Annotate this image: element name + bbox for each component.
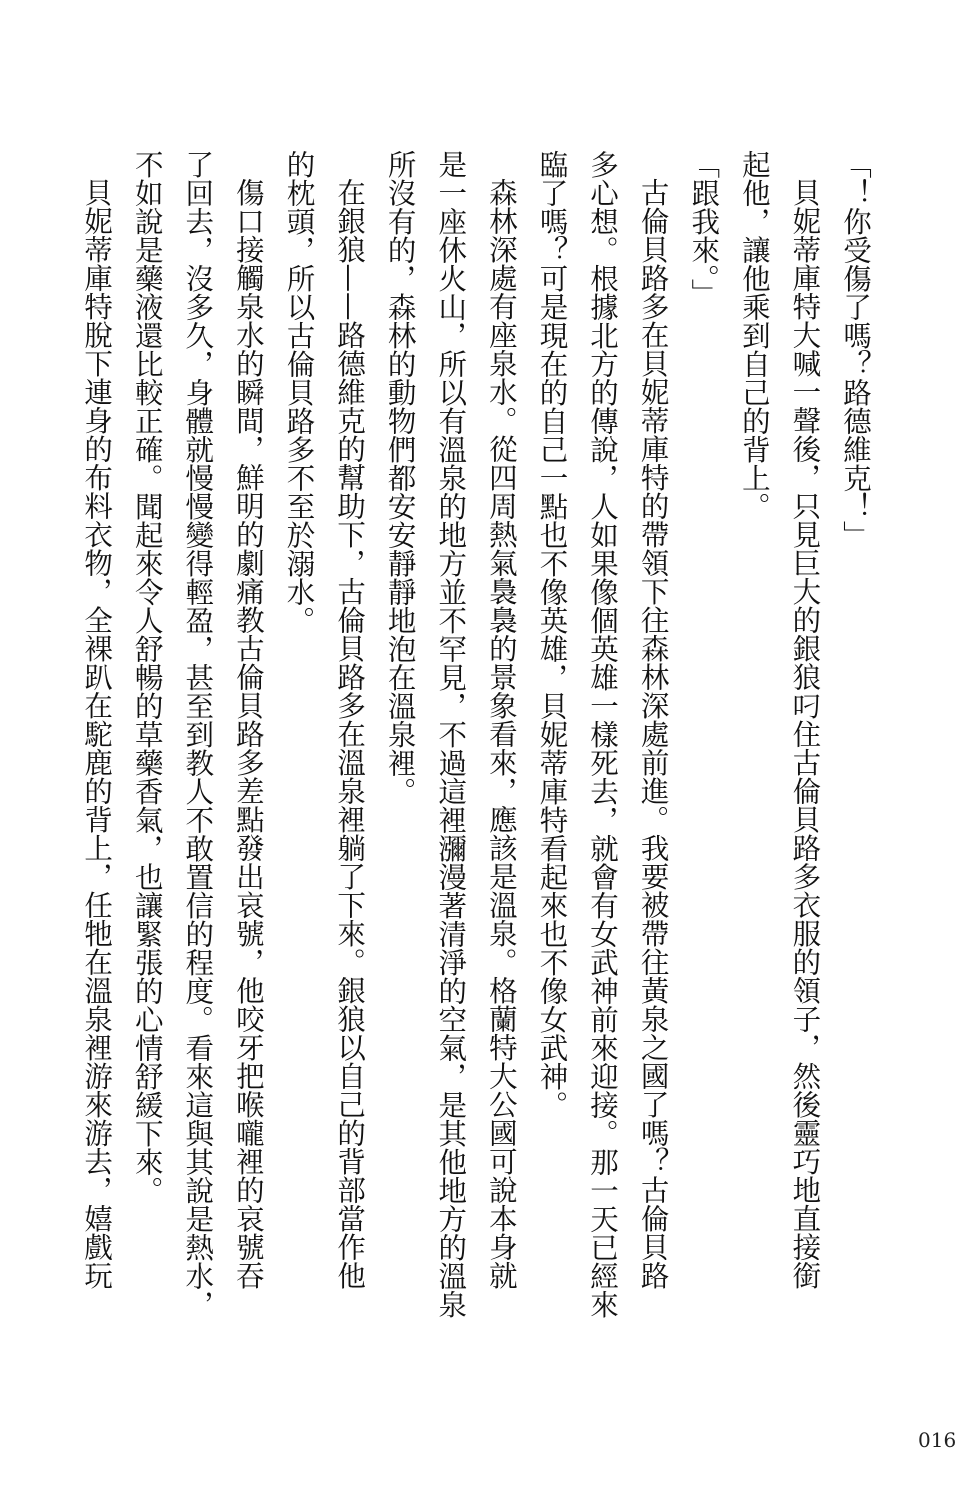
text-line-12: 的枕頭，所以古倫貝路多不至於溺水。 [282, 150, 316, 635]
vertical-text-block [71, 150, 881, 1319]
text-line-5: 古倫貝路多在貝妮蒂庫特的帶領下往森林深處前進。我要被帶往黃泉之國了嗎？古倫貝路 [636, 178, 670, 1290]
text-line-3: 起他，讓他乘到自己的背上。 [737, 150, 771, 521]
text-line-1: 「！你受傷了嗎？路德維克！」 [839, 150, 872, 549]
text-line-10: 所沒有的，森林的動物們都安安靜靜地泡在溫泉裡。 [383, 150, 417, 806]
text-line-16: 貝妮蒂庫特脫下連身的布料衣物，全裸趴在駝鹿的背上，任牠在溫泉裡游來游去，嬉戲玩 [80, 178, 114, 1290]
text-line-11: 在銀狼——路德維克的幫助下，古倫貝路多在溫泉裡躺了下來。銀狼以自己的背部當作他 [333, 178, 367, 1290]
text-line-8: 森林深處有座泉水。從四周熱氣裊裊的景象看來，應該是溫泉。格蘭特大公國可說本身就 [484, 178, 518, 1290]
text-line-15: 不如說是藥液還比較正確。聞起來令人舒暢的草藥香氣，也讓緊張的心情舒緩下來。 [130, 150, 164, 1205]
text-line-9: 是一座休火山，所以有溫泉的地方並不罕見，不過這裡瀰漫著清淨的空氣，是其他地方的溫泉 [434, 150, 468, 1319]
page-number: 016 [918, 1428, 957, 1452]
text-line-2: 貝妮蒂庫特大喊一聲後，只見巨大的銀狼叼住古倫貝路多衣服的領子，然後靈巧地直接銜 [788, 178, 822, 1290]
text-line-14: 了回去，沒多久，身體就慢慢變得輕盈，甚至到教人不敢置信的程度。看來這與其說是熱水， [181, 150, 215, 1319]
text-line-7: 臨了嗎？可是現在的自己一點也不像英雄，貝妮蒂庫特看起來也不像女武神。 [535, 150, 569, 1119]
text-line-4: 「跟我來。」 [687, 150, 721, 307]
text-line-6: 多心想。根據北方的傳說，人如果像個英雄一樣死去，就會有女武神前來迎接。那一天已經來 [586, 150, 620, 1319]
text-line-13: 傷口接觸泉水的瞬間，鮮明的劇痛教古倫貝路多差點發出哀號，他咬牙把喉嚨裡的哀號吞 [231, 178, 265, 1290]
